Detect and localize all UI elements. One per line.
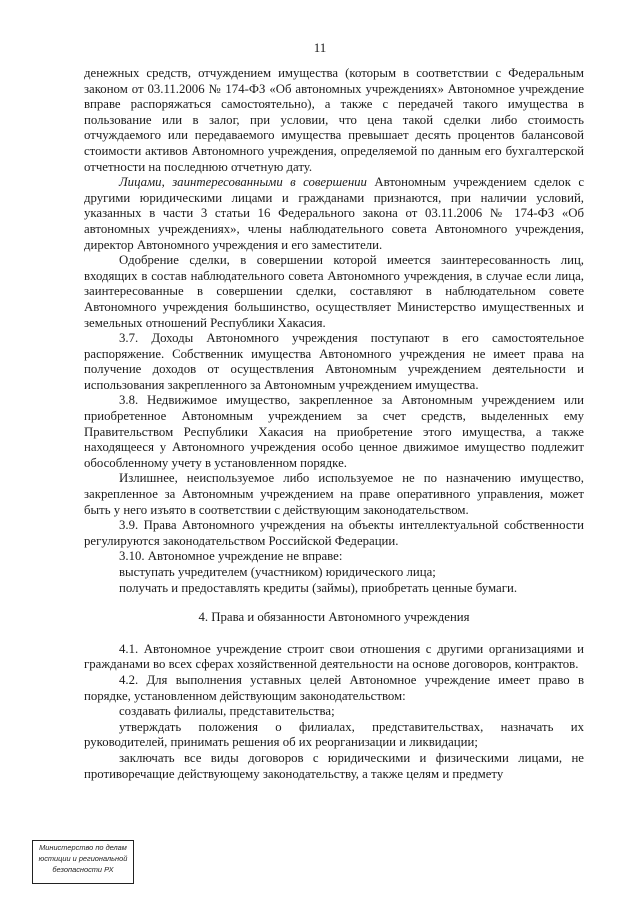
paragraph: 3.10. Автономное учреждение не вправе: [119,549,343,564]
paragraph: получать и предоставлять кредиты (займы), приобретать ценные бумаги. [119,580,518,595]
paragraph: 3.9. Права Автономного учреждения на объекты интеллектуальной собственности регулируются законодательством Российской Федерации. [84,518,584,548]
section-heading: 4. Права и обязанности Автономного учреждения [198,610,470,625]
page-number: 11 [313,40,327,55]
paragraph: 4.1. Автономное учреждение строит свои отношения с другими организациями и гражданами во всех сферах хозяйственной деятельности на основе договоров, контрактов. [84,641,584,672]
paragraph: Одобрение сделки, в совершении которой имеется заинтересованность лиц, входящих в состав наблюдательного совета Автономного учреждения, в случае если лица, заинтересованные в совершении сделки, составляют в наблюдательном совете Автономного учреждения большинство, осуществляет Министерство имущественных и земельных отношений Республики Хакасия. [84,253,584,330]
document-body [84,66,584,782]
paragraph: создавать филиалы, представительства; [119,704,335,719]
paragraph: выступать учредителем (участником) юридического лица; [119,565,436,579]
paragraph: заключать все виды договоров с юридическими и физическими лицами, не противоречащие действующему законодательству, а также целям и предмету [84,750,584,781]
stamp-line: Министерство по делам [39,843,127,852]
paragraph: Лицами, заинтересованными в совершении Автономным учреждением сделок с другими юридическими лицами и гражданами признаются, при наличии условий, указанных в части 3 статьи 16 Федерального закона от 03.11.2006 № 174-ФЗ «Об автономных учреждениях», члены наблюдательного совета Автономного учреждения, директор Автономного учреждения и его заместители. [84,175,585,252]
paragraph: утверждать положения о филиалах, представительствах, назначать их руководителей, принимать решения об их реорганизации и ликвидации; [84,719,584,750]
paragraph: 3.7. Доходы Автономного учреждения поступают в его самостоятельное распоряжение. Собственник имущества Автономного учреждения не имеет права на получение доходов от осуществления Автономным учреждением деятельности и использования закрепленного за Автономным учреждением имущества. [84,331,584,392]
ministry-stamp [32,840,134,884]
stamp-line: юстиции и региональной [38,854,128,863]
paragraph: Излишнее, неиспользуемое либо используемое не по назначению имущество, закрепленное за Автономным учреждением на праве оперативного управления, может быть у него изъято в соответствии с действующим законодательством. [84,471,584,517]
paragraph: 4.2. Для выполнения уставных целей Автономное учреждение имеет право в порядке, установленном действующим законодательством: [84,672,584,703]
paragraph: 3.8. Недвижимое имущество, закрепленное за Автономным учреждением или приобретенное Автономным учреждением за счет средств, выделенных ему Правительством Республики Хакасия на приобретение этого имущества, а также находящееся у Автономного учреждения особо ценное движимое имущество подлежит обособленному учету в установленном порядке. [84,393,584,470]
paragraph: денежных средств, отчуждением имущества (которым в соответствии с Федеральным законом от 03.11.2006 № 174-ФЗ «Об автономных учреждениях» Автономное учреждение вправе распоряжаться самостоятельно), а также с передачей такого имущества в пользование или в залог, при условии, что цена такой сделки либо стоимость отчуждаемого или передаваемого имущества превышает десять процентов балансовой стоимости активов Автономного учреждения, определяемой по данным его бухгалтерской отчетности на последнюю отчетную дату. [84,66,584,174]
stamp-line: безопасности РХ [52,865,114,874]
